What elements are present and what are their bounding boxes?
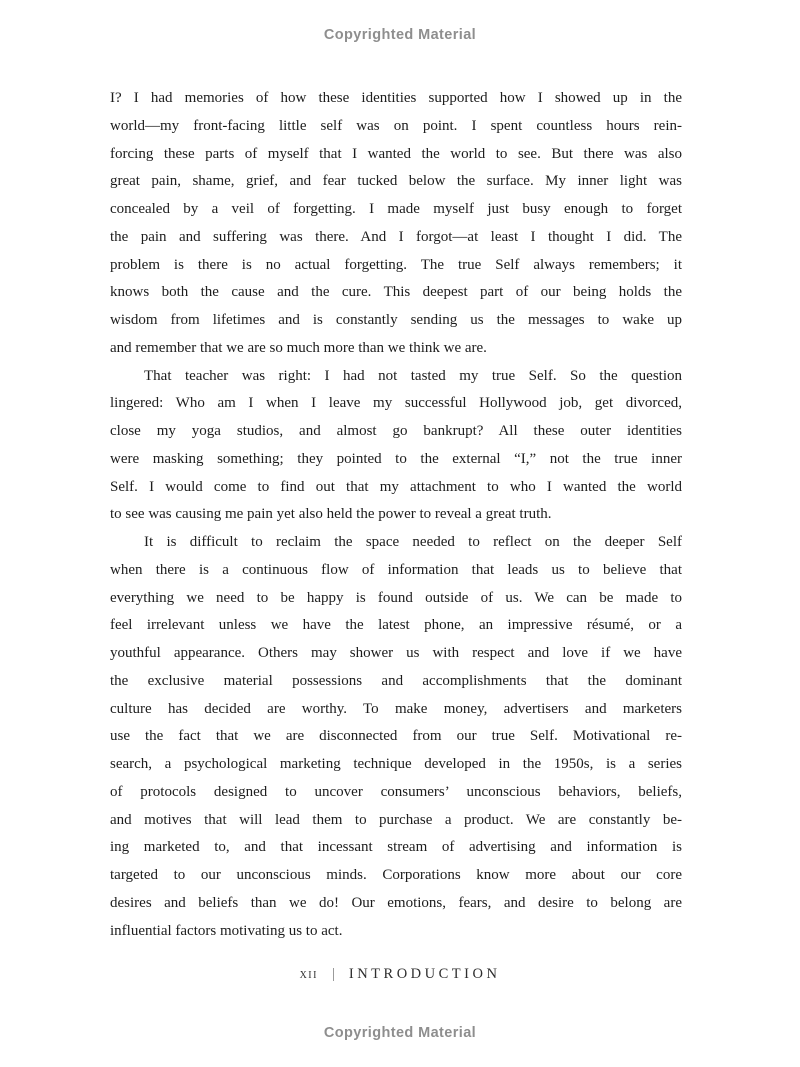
- text-line: targeted to our unconscious minds. Corporations know more about our core: [110, 867, 682, 883]
- paragraph: [110, 85, 682, 363]
- text-line: close my yoga studios, and almost go bankrupt? All these outer identities: [110, 423, 682, 439]
- text-line: Self. I would come to find out that my attachment to who I wanted the world: [110, 478, 682, 495]
- text-line: great pain, shame, grief, and fear tucked below the surface. My inner light was: [110, 173, 682, 190]
- page-footer: [0, 966, 800, 983]
- text-line: youthful appearance. Others may shower us with respect and love if we have: [110, 645, 682, 661]
- text-line: problem is there is no actual forgetting. The true Self always remembers; it: [110, 256, 682, 273]
- text-line: lingered: Who am I when I leave my successful Hollywood job, get divorced,: [110, 395, 682, 412]
- text-line: everything we need to be happy is found outside of us. We can be made to: [110, 589, 682, 606]
- page-number: xii: [299, 966, 318, 982]
- text-line: the pain and suffering was there. And I forgot—at least I thought I did. The: [110, 228, 682, 245]
- watermark-bottom: Copyrighted Material: [323, 1025, 477, 1041]
- text-line: and motives that will lead them to purchase a product. We are constantly be-: [110, 811, 682, 828]
- text-line: the exclusive material possessions and accomplishments that the dominant: [110, 672, 682, 689]
- watermark-top: Copyrighted Material: [323, 27, 477, 43]
- text-line: knows both the cause and the cure. This deepest part of our being holds the: [110, 284, 682, 301]
- text-line: when there is a continuous flow of information that leads us to believe that: [110, 561, 682, 578]
- text-line: search, a psychological marketing technique developed in the 1950s, is a series: [110, 756, 682, 772]
- text-line: of protocols designed to uncover consumers’ unconscious behaviors, beliefs,: [110, 783, 682, 800]
- text-line: It is difficult to reclaim the space needed to reflect on the deeper Self: [144, 534, 682, 550]
- page-body: [110, 85, 682, 945]
- text-line: desires and beliefs than we do! Our emotions, fears, and desire to belong are: [110, 894, 682, 911]
- text-line: influential factors motivating us to act.: [110, 922, 343, 939]
- text-line: ing marketed to, and that incessant stream of advertising and information is: [110, 839, 682, 856]
- text-line: I? I had memories of how these identities supported how I showed up in the: [110, 90, 682, 106]
- text-line: world—my front-facing little self was on point. I spent countless hours rein-: [110, 117, 682, 134]
- text-line: concealed by a veil of forgetting. I made myself just busy enough to forget: [110, 201, 682, 217]
- paragraph: [110, 363, 682, 530]
- footer-separator: |: [331, 966, 335, 982]
- text-line: to see was causing me pain yet also held the power to reveal a great truth.: [110, 506, 552, 523]
- text-line: use the fact that we are disconnected from our true Self. Motivational re-: [110, 728, 682, 745]
- text-line: were masking something; they pointed to the external “I,” not the true inner: [110, 450, 682, 467]
- text-line: forcing these parts of myself that I wanted the world to see. But there was also: [110, 145, 682, 162]
- text-line: feel irrelevant unless we have the latest phone, an impressive résumé, or a: [110, 617, 682, 634]
- text-line: That teacher was right: I had not tasted my true Self. So the question: [144, 367, 682, 384]
- text-line: and remember that we are so much more than we think we are.: [110, 339, 487, 356]
- text-line: culture has decided are worthy. To make money, advertisers and marketers: [110, 700, 682, 717]
- section-title: INTRODUCTION: [348, 966, 501, 982]
- paragraph: [110, 529, 682, 945]
- text-line: wisdom from lifetimes and is constantly sending us the messages to wake up: [110, 312, 682, 328]
